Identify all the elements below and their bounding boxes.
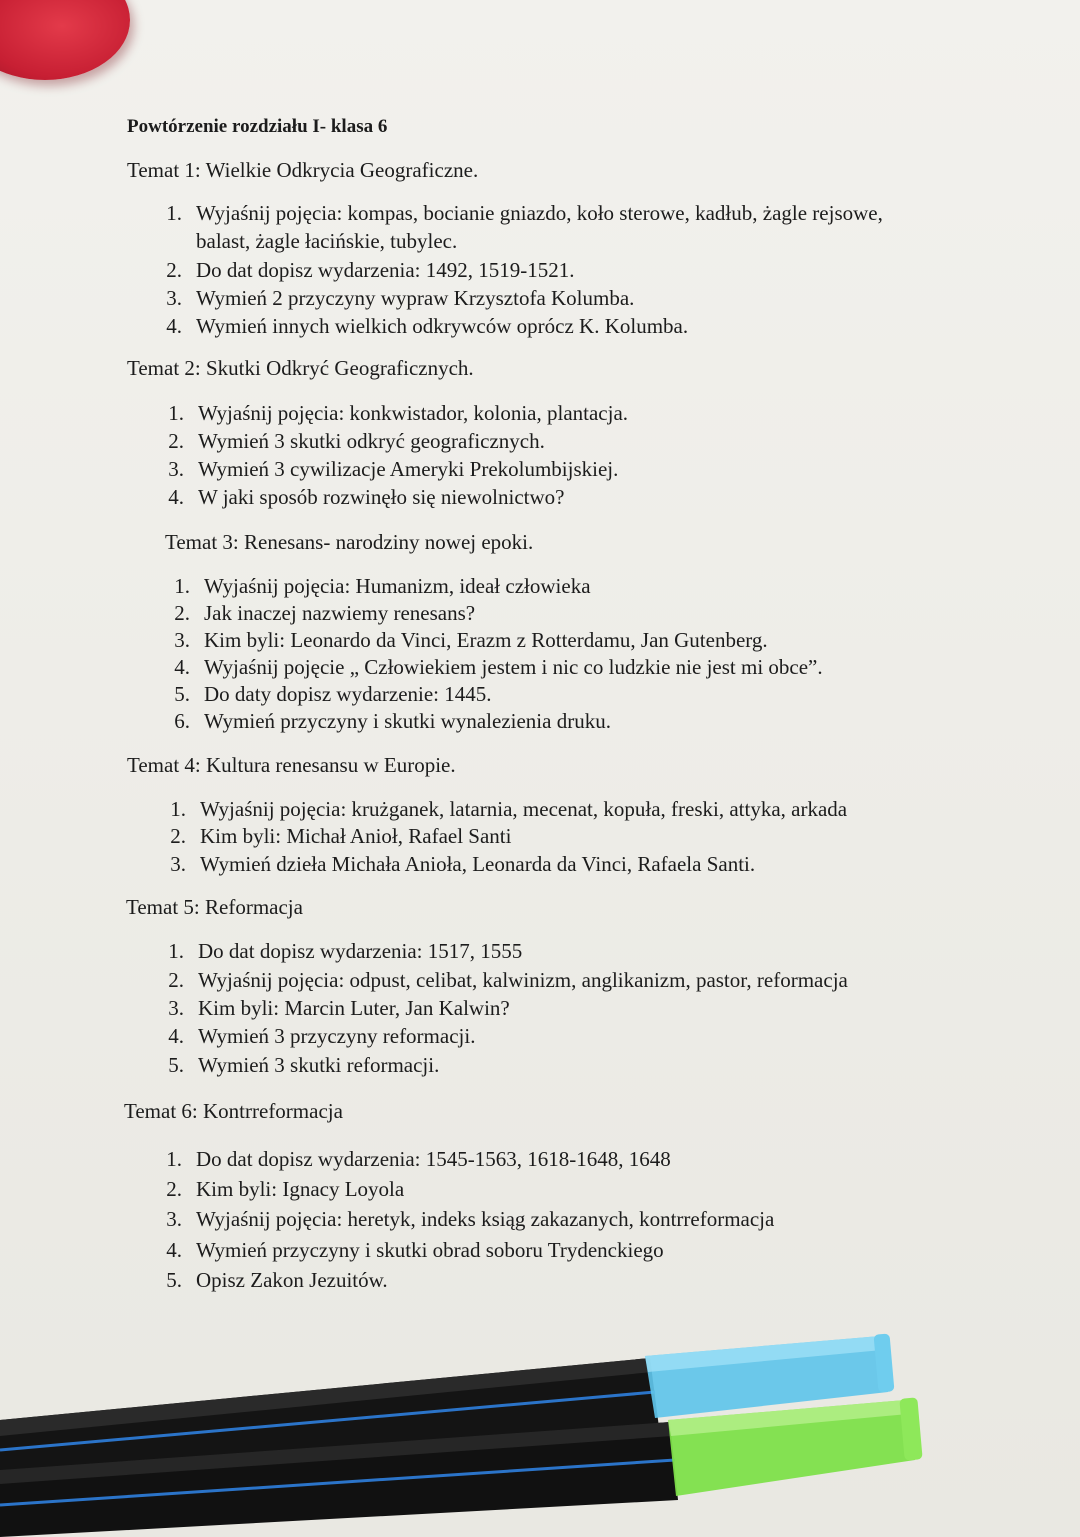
item-number: 3.	[168, 457, 184, 481]
topic-heading: Temat 4: Kultura renesansu w Europie.	[127, 753, 456, 777]
item-text: Do dat dopisz wydarzenia: 1545-1563, 1618-1648, 1648	[196, 1147, 671, 1171]
item-text: Wymień 3 cywilizacje Ameryki Prekolumbijskiej.	[198, 457, 619, 481]
item-number: 1.	[166, 201, 182, 225]
item-text: Wyjaśnij pojęcia: krużganek, latarnia, mecenat, kopuła, freski, attyka, arkada	[200, 797, 848, 821]
item-text: Kim byli: Michał Anioł, Rafael Santi	[200, 824, 512, 848]
item-text: Wyjaśnij pojęcie „ Człowiekiem jestem i nic co ludzkie nie jest mi obce”.	[204, 655, 823, 679]
item-number: 5.	[166, 1268, 182, 1292]
item-number: 2.	[170, 824, 186, 848]
item-text: Wymień przyczyny i skutki obrad soboru Trydenckiego	[196, 1238, 664, 1262]
item-text: Opisz Zakon Jezuitów.	[196, 1268, 388, 1292]
item-number: 1.	[168, 401, 184, 425]
item-number: 1.	[168, 939, 184, 963]
topic-heading: Temat 3: Renesans- narodziny nowej epoki.	[165, 530, 534, 554]
item-text: Wyjaśnij pojęcia: konkwistador, kolonia, plantacja.	[198, 401, 629, 425]
item-text: Jak inaczej nazwiemy renesans?	[204, 601, 476, 625]
item-text: Wyjaśnij pojęcia: Humanizm, ideał człowieka	[204, 574, 591, 598]
item-text: Wymień innych wielkich odkrywców oprócz K. Kolumba.	[196, 314, 689, 338]
item-number: 3.	[170, 852, 186, 876]
item-number: 3.	[166, 1207, 182, 1231]
document-title: Powtórzenie rozdziału I- klasa 6	[127, 116, 388, 137]
topic-heading: Temat 1: Wielkie Odkrycia Geograficzne.	[127, 158, 479, 182]
topic-heading: Temat 6: Kontrreformacja	[124, 1099, 343, 1123]
item-number: 3.	[166, 286, 182, 310]
item-text: Wymień przyczyny i skutki wynalezienia druku.	[204, 709, 611, 733]
item-number: 4.	[174, 655, 190, 679]
item-number: 5.	[174, 682, 190, 706]
item-text: Wyjaśnij pojęcia: kompas, bocianie gniazdo, koło sterowe, kadłub, żagle rejsowe,	[196, 201, 883, 225]
item-number: 3.	[174, 628, 190, 652]
item-text: Kim byli: Marcin Luter, Jan Kalwin?	[198, 996, 510, 1020]
item-number: 4.	[168, 1024, 184, 1048]
item-text: Do dat dopisz wydarzenia: 1492, 1519-1521.	[196, 258, 575, 282]
item-text: Wymień 3 skutki odkryć geograficznych.	[198, 429, 545, 453]
item-number: 4.	[168, 485, 184, 509]
item-number: 1.	[174, 574, 190, 598]
item-number: 5.	[168, 1053, 184, 1077]
item-text: Wymień dzieła Michała Anioła, Leonarda da Vinci, Rafaela Santi.	[200, 852, 756, 876]
item-text: Wyjaśnij pojęcia: heretyk, indeks ksiąg zakazanych, kontrreformacja	[196, 1207, 775, 1231]
topic-heading: Temat 5: Reformacja	[126, 895, 303, 919]
item-text: Wymień 3 przyczyny reformacji.	[198, 1024, 476, 1048]
item-number: 4.	[166, 314, 182, 338]
item-text: Kim byli: Ignacy Loyola	[196, 1177, 405, 1201]
item-text: Do daty dopisz wydarzenie: 1445.	[204, 682, 492, 706]
item-text: Wymień 3 skutki reformacji.	[198, 1053, 440, 1077]
item-number: 2.	[168, 968, 184, 992]
item-number: 6.	[174, 709, 190, 733]
item-number: 2.	[166, 258, 182, 282]
item-number: 2.	[166, 1177, 182, 1201]
item-text-continued: balast, żagle łacińskie, tubylec.	[196, 229, 458, 253]
item-number: 2.	[168, 429, 184, 453]
item-number: 4.	[166, 1238, 182, 1262]
item-number: 1.	[170, 797, 186, 821]
item-text: Kim byli: Leonardo da Vinci, Erazm z Rotterdamu, Jan Gutenberg.	[204, 628, 768, 652]
item-number: 3.	[168, 996, 184, 1020]
item-number: 2.	[174, 601, 190, 625]
item-number: 1.	[166, 1147, 182, 1171]
item-text: Wymień 2 przyczyny wypraw Krzysztofa Kolumba.	[196, 286, 635, 310]
item-text: Wyjaśnij pojęcia: odpust, celibat, kalwinizm, anglikanizm, pastor, reformacja	[198, 968, 848, 992]
item-text: W jaki sposób rozwinęło się niewolnictwo?	[198, 485, 565, 509]
markers-illustration	[0, 1300, 1080, 1537]
markers-area	[0, 1300, 1080, 1537]
topic-heading: Temat 2: Skutki Odkryć Geograficznych.	[127, 356, 474, 380]
item-text: Do dat dopisz wydarzenia: 1517, 1555	[198, 939, 523, 963]
